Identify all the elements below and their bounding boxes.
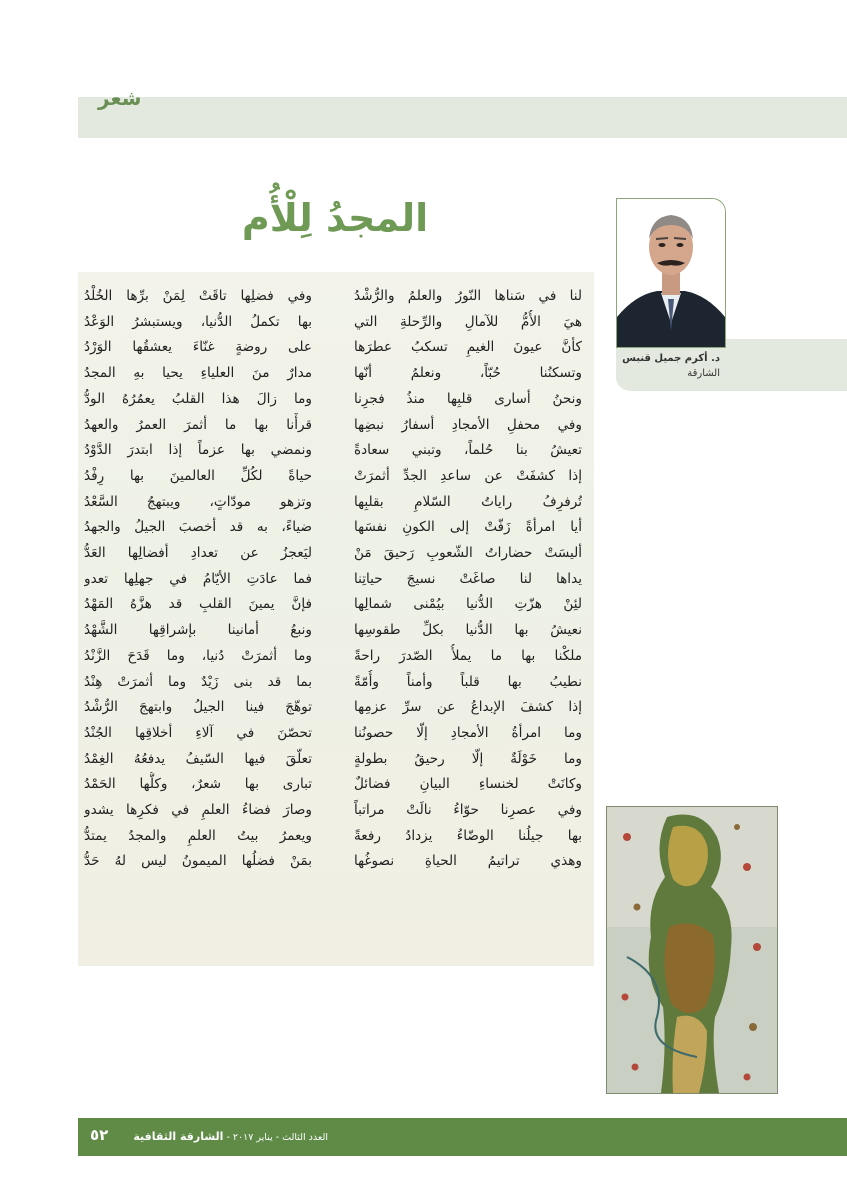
footer-issue: العدد الثالث - يناير ٢٠١٧ - xyxy=(226,1132,328,1143)
poem-line: إذا كشفَتْ عن ساعدِ الجدِّ أثمرَتْ xyxy=(354,467,582,484)
poem-line: تبارى بها شعرٌ، وكلُّها الحَمْدُ xyxy=(84,776,312,793)
poem-line: مدارٌ منَ العلياءِ يحيا بهِ المجدُ xyxy=(84,365,312,382)
poem-line: وصارَ فضاءُ العلمِ في فكرِها يشدو xyxy=(84,802,312,819)
poem-column-left xyxy=(84,284,312,875)
poem-column-right xyxy=(354,284,582,875)
page-number: ٥٢ xyxy=(90,1126,109,1144)
poem-line: هيَ الأُمُّ للآمالِ والرِّحلةِ التي xyxy=(354,313,582,330)
poem-line: إذا كشفَ الإبداعُ عن سرِّ عزمِها xyxy=(354,699,582,716)
poem-line: وتزهو مودّاتٍ، ويبتهجُ السَّعْدُ xyxy=(84,493,312,510)
author-name: د. أكرم جميل قنبس xyxy=(622,353,720,364)
section-label: شعر xyxy=(98,86,142,110)
poem-line: فما عادَتِ الأيّامُ في جهلِها تعدو xyxy=(84,570,312,587)
poem-line: أليسَتْ حضاراتُ الشّعوبِ رَحيقَ مَنْ xyxy=(354,545,582,562)
artwork-painting xyxy=(606,806,778,1094)
poem-line: يداها لنا صاغَتْ نسيجَ حياتِنا xyxy=(354,570,582,587)
poem-line: وما امرأةُ الأمجادِ إلّا حصونُنا xyxy=(354,724,582,741)
author-portrait xyxy=(616,198,726,348)
poem-line: ليَعجزُ عن تعدادِ أفضالِها العَدُّ xyxy=(84,545,312,562)
poem-line: كأنَّ عيونَ الغيمِ تسكبُ عطرَها xyxy=(354,339,582,356)
poem-line: لئِنْ هزّتِ الدُّنيا بيُمْنى شمالِها xyxy=(354,596,582,613)
poem-line: وما خَوْلَةٌ إلّا رحيقُ بطولةٍ xyxy=(354,750,582,767)
poem-line: نطيبُ بها قلباً وأمناً وأُمّةً xyxy=(354,673,582,690)
poem-line: على روضةٍ غنّاءَ يعشقُها الوَرْدُ xyxy=(84,339,312,356)
poem-line: وفي محفلِ الأمجادِ أسفارُ نبضِها xyxy=(354,416,582,433)
poem-line: أيا امرأةً زَفّتْ إلى الكونِ نفسَها xyxy=(354,519,582,536)
poem-line: حياةً لكُلِّ العالمينَ بها رِفْدُ xyxy=(84,467,312,484)
poem-line: تعلّقَ فيها السّيفُ يدفعُهُ الغِمْدُ xyxy=(84,750,312,767)
poem-line: وهذي تراتيمُ الحياةِ نصوغُها xyxy=(354,853,582,870)
poem-line: ويعمرُ بيتُ العلمِ والمجدُ يمتدُّ xyxy=(84,827,312,844)
poem-title: المجدُ لِلْأُم xyxy=(241,196,429,240)
poem-line: لنا في سَناها النّورُ والعلمُ والرُّشْدُ xyxy=(354,288,582,304)
section-header-band xyxy=(78,97,847,138)
poem-line: توهّجَ فينا الجيلُ وابتهجَ الرُّشْدُ xyxy=(84,699,312,716)
poem-line: تعيشُ بنا حُلماً، وتبني سعادةً xyxy=(354,442,582,459)
footer-issue-line xyxy=(118,1130,328,1143)
poem-line: وفي عصرِنا حوّاءُ نالَتْ مراتباً xyxy=(354,802,582,819)
artwork-illustration xyxy=(607,807,777,1093)
poem-line: بها تكملُ الدُّنيا، ويستبشرُ الوَعْدُ xyxy=(84,313,312,330)
footer-magazine-name: الشارقة الثقافية xyxy=(133,1130,224,1143)
poem-line: بمَنْ فضلُها الميمونُ ليس لهُ حَدُّ xyxy=(84,853,312,870)
poem-line: ونحنُ أسارى قلبِها منذُ فجرِنا xyxy=(354,390,582,407)
poem-line: فإنَّ يمينَ القلبِ قد هزَّهُ المَهْدُ xyxy=(84,596,312,613)
poem-line: نعيشُ بها الدُّنيا بكلِّ طقوسِها xyxy=(354,622,582,639)
poem-line: وتسكنُنا حُبّاً، ونعلمُ أنّها xyxy=(354,365,582,382)
poem-line: قرأْنا بها ما أثمرَ العمرُ والعهدُ xyxy=(84,416,312,433)
poem-line: تُرفرِفُ راياتُ السّلامِ بقلبِها xyxy=(354,493,582,510)
poem-line: ملكْنا بها ما يملأُ الصّدرَ راحةً xyxy=(354,647,582,664)
portrait-illustration xyxy=(617,199,725,347)
poem-line: وما أثمرَتْ دُنيا، وما قَدَحَ الزَّنْدُ xyxy=(84,647,312,664)
poem-line: ونمضي بها عزماً إذا ابتدرَ الدَّوْدُ xyxy=(84,442,312,459)
poem-line: بها جيلُنا الوضّاءُ يزدادُ رفعةً xyxy=(354,827,582,844)
poem-line: بما قد بنى زَيْدٌ وما أثمرَتْ هِنْدُ xyxy=(84,673,312,690)
poem-line: ضياءً، به قد أخصبَ الجيلُ والجهدُ xyxy=(84,519,312,536)
poem-line: وكانَتْ لخنساءِ البيانِ فضائلٌ xyxy=(354,776,582,793)
author-city: الشارقة xyxy=(687,368,720,379)
poem-line: وفي فضلِها تاقَتْ لِمَنْ برِّها الخُلْدُ xyxy=(84,288,312,304)
poem-line: وما زالَ هذا القلبُ يعمُرُهُ الودُّ xyxy=(84,390,312,407)
poem-line: ونبعُ أمانينا بإشراقِها الشَّهْدُ xyxy=(84,622,312,639)
poem-line: تحصّنَ في آلاءِ أخلاقِها الجُنْدُ xyxy=(84,724,312,741)
